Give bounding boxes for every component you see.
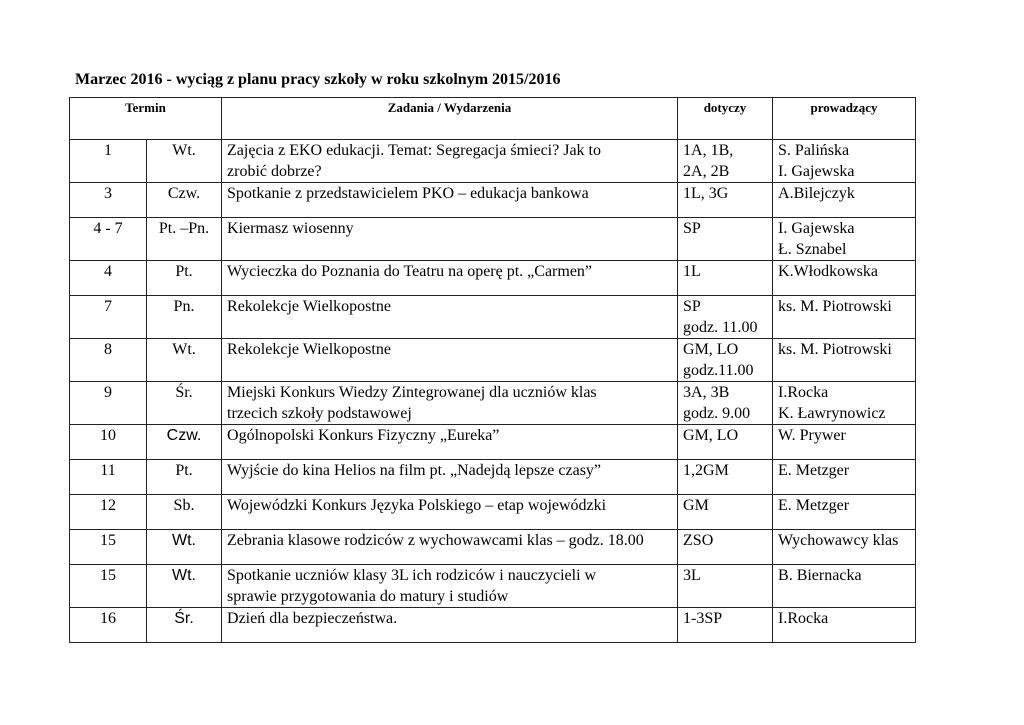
table-row — [70, 530, 916, 565]
weekday-cell — [147, 261, 222, 296]
weekday-cell — [147, 425, 222, 460]
day-cell — [70, 218, 147, 261]
leader-cell — [773, 425, 916, 460]
leader-cell — [773, 218, 916, 261]
task-cell-line: Zajęcia z EKO edukacji. Temat: Segregacja śmieci? Jak to — [227, 142, 601, 159]
audience-cell — [678, 382, 773, 425]
leader-cell — [773, 261, 916, 296]
day-cell-line: 4 - 7 — [93, 220, 123, 237]
weekday-cell — [147, 460, 222, 495]
day-cell-line: 1 — [104, 142, 112, 159]
day-cell-line: 9 — [104, 384, 112, 401]
leader-cell-line: ks. M. Piotrowski — [778, 298, 892, 315]
task-cell-line: sprawie przygotowania do matury i studiów — [227, 588, 509, 605]
weekday-cell-line: Wt. — [172, 567, 196, 584]
leader-cell — [773, 460, 916, 495]
audience-cell-line: 1-3SP — [683, 610, 723, 627]
task-cell-line: zrobić dobrze? — [227, 163, 322, 180]
table-row — [70, 140, 916, 183]
weekday-cell — [147, 530, 222, 565]
audience-cell-line: SP — [683, 298, 701, 315]
leader-cell — [773, 382, 916, 425]
task-cell — [222, 339, 678, 382]
weekday-cell — [147, 565, 222, 608]
day-cell — [70, 608, 147, 643]
day-cell — [70, 460, 147, 495]
weekday-cell-line: Czw. — [166, 427, 202, 444]
day-cell-line: 15 — [100, 532, 116, 549]
day-cell-line: 15 — [100, 567, 116, 584]
audience-cell-line: 3A, 3B — [683, 384, 730, 401]
day-cell — [70, 382, 147, 425]
leader-cell-line: I.Rocka — [778, 610, 829, 627]
leader-cell — [773, 530, 916, 565]
task-cell-line: Spotkanie uczniów klasy 3L ich rodziców i nauczycieli w — [227, 567, 597, 584]
day-cell — [70, 296, 147, 339]
audience-cell — [678, 140, 773, 183]
leader-cell-line: Ł. Sznabel — [778, 241, 847, 258]
task-cell — [222, 183, 678, 218]
day-cell — [70, 565, 147, 608]
weekday-cell — [147, 183, 222, 218]
leader-cell-line: I.Rocka — [778, 384, 829, 401]
weekday-cell — [147, 608, 222, 643]
leader-cell — [773, 183, 916, 218]
audience-cell-line: ZSO — [683, 532, 714, 549]
audience-cell-line: godz.11.00 — [683, 362, 754, 379]
weekday-cell — [147, 140, 222, 183]
weekday-cell — [147, 495, 222, 530]
weekday-cell — [147, 218, 222, 261]
audience-cell-line: godz. 9.00 — [683, 405, 751, 422]
day-cell — [70, 425, 147, 460]
audience-cell — [678, 495, 773, 530]
header-dotyczy: dotyczy — [678, 98, 773, 140]
table-row — [70, 382, 916, 425]
task-cell — [222, 495, 678, 530]
table-row — [70, 339, 916, 382]
day-cell-line: 8 — [104, 341, 112, 358]
task-cell-line: Wojewódzki Konkurs Języka Polskiego – etap wojewódzki — [227, 497, 607, 514]
day-cell-line: 11 — [100, 462, 116, 479]
task-cell-line: Wyjście do kina Helios na film pt. „Nadejdą lepsze czasy” — [227, 462, 602, 479]
task-cell-line: Wycieczka do Poznania do Teatru na operę pt. „Carmen” — [227, 263, 593, 280]
leader-cell — [773, 608, 916, 643]
leader-cell-line: A.Bilejczyk — [778, 185, 855, 202]
audience-cell — [678, 565, 773, 608]
audience-cell-line: 3L — [683, 567, 701, 584]
table-row — [70, 183, 916, 218]
task-cell — [222, 565, 678, 608]
task-cell — [222, 296, 678, 339]
audience-cell — [678, 261, 773, 296]
task-cell — [222, 460, 678, 495]
audience-cell — [678, 425, 773, 460]
audience-cell — [678, 296, 773, 339]
leader-cell — [773, 296, 916, 339]
leader-cell-line: B. Biernacka — [778, 567, 862, 584]
weekday-cell-line: Wt. — [172, 341, 196, 358]
audience-cell-line: 1L, 3G — [683, 185, 729, 202]
weekday-cell-line: Pt. — [175, 263, 193, 280]
day-cell — [70, 339, 147, 382]
audience-cell-line: GM — [683, 497, 709, 514]
header-row — [70, 98, 916, 140]
task-cell — [222, 140, 678, 183]
header-zadania: Zadania / Wydarzenia — [222, 98, 678, 140]
audience-cell — [678, 530, 773, 565]
leader-cell-line: E. Metzger — [778, 462, 850, 479]
weekday-cell — [147, 296, 222, 339]
audience-cell-line: 2A, 2B — [683, 163, 730, 180]
day-cell-line: 10 — [100, 427, 116, 444]
task-cell-line: Ogólnopolski Konkurs Fizyczny „Eureka” — [227, 427, 500, 444]
table-row — [70, 565, 916, 608]
task-cell-line: Rekolekcje Wielkopostne — [227, 298, 391, 315]
audience-cell-line: 1A, 1B, — [683, 142, 734, 159]
leader-cell-line: W. Prywer — [778, 427, 846, 444]
audience-cell-line: SP — [683, 220, 701, 237]
leader-cell-line: K. Ławrynowicz — [778, 405, 886, 422]
leader-cell-line: K.Włodkowska — [778, 263, 878, 280]
table-row — [70, 495, 916, 530]
task-cell — [222, 261, 678, 296]
weekday-cell — [147, 339, 222, 382]
task-cell-line: Kiermasz wiosenny — [227, 220, 354, 237]
task-cell-line: Zebrania klasowe rodziców z wychowawcami klas – godz. 18.00 — [227, 532, 644, 549]
task-cell-line: Rekolekcje Wielkopostne — [227, 341, 391, 358]
leader-cell — [773, 140, 916, 183]
table-row — [70, 460, 916, 495]
day-cell-line: 16 — [100, 610, 116, 627]
leader-cell — [773, 495, 916, 530]
weekday-cell-line: Wt. — [172, 532, 196, 549]
audience-cell — [678, 218, 773, 261]
day-cell — [70, 183, 147, 218]
leader-cell-line: S. Palińska — [778, 142, 850, 159]
weekday-cell-line: Sb. — [173, 497, 195, 514]
weekday-cell-line: Pn. — [173, 298, 195, 315]
table-row — [70, 261, 916, 296]
day-cell — [70, 495, 147, 530]
day-cell-line: 3 — [104, 185, 112, 202]
audience-cell-line: 1L — [683, 263, 701, 280]
task-cell — [222, 382, 678, 425]
schedule-table — [69, 97, 916, 643]
task-cell — [222, 425, 678, 460]
audience-cell-line: godz. 11.00 — [683, 319, 758, 336]
task-cell — [222, 530, 678, 565]
audience-cell-line: GM, LO — [683, 341, 739, 358]
header-prowadzacy: prowadzący — [773, 98, 916, 140]
task-cell-line: trzecich szkoły podstawowej — [227, 405, 412, 422]
day-cell-line: 4 — [104, 263, 112, 280]
leader-cell-line: Wychowawcy klas — [778, 532, 899, 549]
table-row — [70, 425, 916, 460]
audience-cell-line: 1,2GM — [683, 462, 729, 479]
weekday-cell-line: Śr. — [174, 610, 194, 627]
leader-cell — [773, 565, 916, 608]
audience-cell — [678, 339, 773, 382]
leader-cell-line: I. Gajewska — [778, 163, 855, 180]
leader-cell-line: E. Metzger — [778, 497, 850, 514]
weekday-cell-line: Pt. — [175, 462, 193, 479]
audience-cell — [678, 608, 773, 643]
task-cell-line: Dzień dla bezpieczeństwa. — [227, 610, 398, 627]
day-cell — [70, 530, 147, 565]
header-termin: Termin — [70, 98, 222, 140]
leader-cell-line: ks. M. Piotrowski — [778, 341, 892, 358]
task-cell — [222, 218, 678, 261]
table-row — [70, 296, 916, 339]
leader-cell-line: I. Gajewska — [778, 220, 855, 237]
weekday-cell-line: Pt. –Pn. — [158, 220, 210, 237]
day-cell — [70, 140, 147, 183]
weekday-cell-line: Wt. — [172, 142, 196, 159]
weekday-cell — [147, 382, 222, 425]
task-cell-line: Miejski Konkurs Wiedzy Zintegrowanej dla uczniów klas — [227, 384, 597, 401]
table-row — [70, 608, 916, 643]
day-cell — [70, 261, 147, 296]
audience-cell — [678, 183, 773, 218]
weekday-cell-line: Śr. — [175, 384, 193, 401]
task-cell — [222, 608, 678, 643]
day-cell-line: 12 — [100, 497, 116, 514]
weekday-cell-line: Czw. — [167, 185, 201, 202]
audience-cell — [678, 460, 773, 495]
page-title: Marzec 2016 - wyciąg z planu pracy szkoły w roku szkolnym 2015/2016 — [75, 71, 561, 88]
leader-cell — [773, 339, 916, 382]
task-cell-line: Spotkanie z przedstawicielem PKO – edukacja bankowa — [227, 185, 589, 202]
table-row — [70, 218, 916, 261]
day-cell-line: 7 — [104, 298, 112, 315]
audience-cell-line: GM, LO — [683, 427, 739, 444]
